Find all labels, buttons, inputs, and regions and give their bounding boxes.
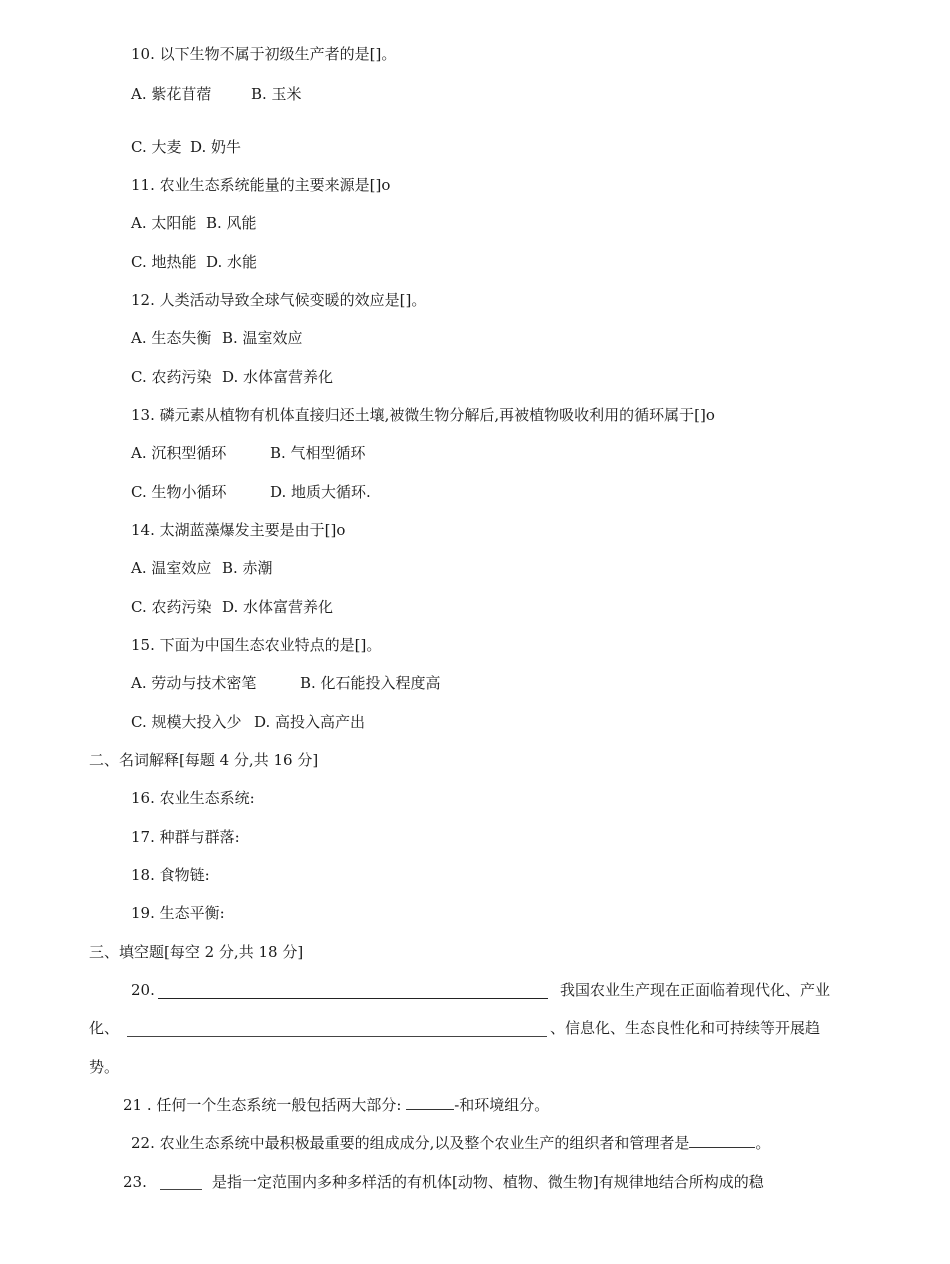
question-11-option-d: D. 水能 (206, 253, 258, 271)
section-2-heading: 二、名词解释[每题 4 分,共 16 分] (89, 751, 319, 769)
question-12-stem: 12. 人类活动导致全球气候变暖的效应是[]。 (131, 291, 427, 309)
question-15-option-c: C. 规模大投入少 (131, 713, 242, 731)
question-12-option-d: D. 水体富营养化 (222, 368, 334, 386)
question-11-stem: 11. 农业生态系统能量的主要来源是[]o (131, 176, 391, 194)
question-22-blank[interactable] (689, 1133, 755, 1148)
question-21 (123, 1095, 549, 1115)
question-10-stem: 10. 以下生物不属于初级生产者的是[]。 (131, 45, 397, 63)
question-13-stem: 13. 磷元素从植物有机体直接归还土壤,被微生物分解后,再被植物吸收利用的循环属于[]o (131, 406, 715, 424)
question-12-option-c: C. 农药污染 (131, 368, 212, 386)
question-14-stem: 14. 太湖蓝藻爆发主要是由于[]o (131, 521, 346, 539)
question-20-text-1: 我国农业生产现在正面临着现代化、产业 (560, 981, 831, 999)
question-22-text-b: 。 (755, 1134, 771, 1152)
question-20-blank-2[interactable] (127, 1018, 547, 1037)
question-21-text-a: 21 . 任何一个生态系统一般包括两大部分: (123, 1096, 407, 1114)
question-14-option-a: A. 温室效应 (131, 559, 212, 577)
question-21-text-b: -和环境组分。 (454, 1096, 550, 1114)
question-12-option-b: B. 温室效应 (222, 329, 303, 347)
question-22 (131, 1133, 770, 1153)
question-15-option-b: B. 化石能投入程度高 (300, 674, 441, 692)
question-15-option-a: A. 劳动与技术密笔 (131, 674, 257, 692)
question-10-option-c: C. 大麦 (131, 138, 182, 156)
question-23-number: 23. (123, 1173, 147, 1191)
question-20-line3: 势。 (89, 1058, 120, 1076)
question-13-option-d: D. 地质大循环. (270, 483, 371, 501)
question-20-number: 20. (131, 981, 155, 999)
section-3-heading: 三、填空题[每空 2 分,共 18 分] (89, 943, 304, 961)
question-16: 16. 农业生态系统: (131, 789, 255, 807)
question-22-text-a: 22. 农业生态系统中最积极最重要的组成成分,以及整个农业生产的组织者和管理者是 (131, 1134, 690, 1152)
question-20-line2-end: 、信息化、生态良性化和可持续等开展趋 (550, 1019, 821, 1037)
question-13-option-a: A. 沉积型循环 (131, 444, 227, 462)
question-18: 18. 食物链: (131, 866, 210, 884)
question-14-option-d: D. 水体富营养化 (222, 598, 334, 616)
question-15-option-d: D. 高投入高产出 (254, 713, 366, 731)
question-20-line2-start: 化、 (89, 1019, 120, 1037)
question-15-stem: 15. 下面为中国生态农业特点的是[]。 (131, 636, 382, 654)
question-21-blank[interactable] (406, 1095, 454, 1110)
question-10-option-a: A. 紫花苜蓿 (131, 85, 212, 103)
question-19: 19. 生态平衡: (131, 904, 225, 922)
question-23-blank[interactable] (160, 1172, 202, 1190)
question-17: 17. 种群与群落: (131, 828, 240, 846)
question-23-text: 是指一定范围内多种多样活的有机体[动物、植物、微生物]有规律地结合所构成的稳 (212, 1173, 764, 1191)
question-12-option-a: A. 生态失衡 (131, 329, 212, 347)
question-13-option-c: C. 生物小循环 (131, 483, 227, 501)
question-20-blank-1[interactable] (158, 980, 548, 999)
question-10-option-b: B. 玉米 (251, 85, 302, 103)
question-13-option-b: B. 气相型循环 (270, 444, 366, 462)
question-14-option-b: B. 赤潮 (222, 559, 273, 577)
question-11-option-c: C. 地热能 (131, 253, 197, 271)
question-14-option-c: C. 农药污染 (131, 598, 212, 616)
question-10-option-d: D. 奶牛 (190, 138, 242, 156)
question-11-option-a: A. 太阳能 (131, 214, 197, 232)
question-11-option-b: B. 风能 (206, 214, 257, 232)
